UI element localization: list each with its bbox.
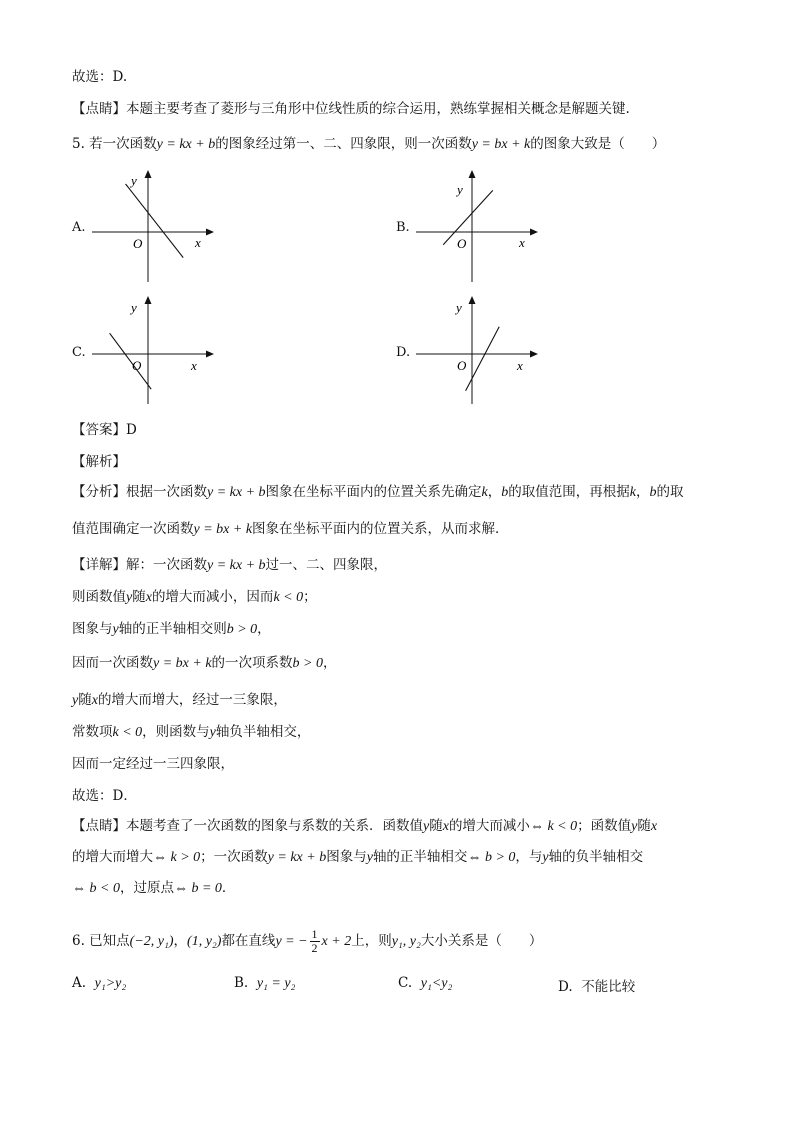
math-iff: ⇔ k > 0	[153, 850, 201, 865]
text: 的增大而增大，经过一三象限，	[97, 692, 287, 708]
math-vars: y₁, y₂	[391, 934, 421, 949]
q5-dianjing-line3	[72, 877, 732, 900]
q5-fenxi-line2	[72, 518, 732, 541]
math-ineq: k < 0	[112, 725, 143, 740]
text: 随	[637, 818, 651, 834]
text: ，	[173, 933, 188, 949]
q5-option-b-letter: B.	[396, 220, 410, 235]
math-var: b	[649, 485, 657, 500]
function-line	[443, 190, 493, 244]
text: 的增大而减小	[448, 818, 530, 834]
q5-analysis-label: 【解析】	[72, 454, 126, 470]
q5-answer	[72, 419, 732, 441]
text: ；	[303, 589, 317, 605]
math-var: x	[650, 819, 658, 834]
q6-option-c	[398, 975, 452, 992]
math-var: y	[209, 725, 216, 740]
option-text: y₁ = y₂	[256, 976, 296, 991]
q5-dianjing-line2	[72, 846, 732, 869]
q6-option-d	[558, 975, 635, 995]
option-letter: A.	[72, 975, 87, 991]
q5-stem-b: 的图象经过第一、二、四象限，则一次函数	[215, 136, 472, 152]
text: 6. 已知点	[72, 933, 130, 949]
text: ，	[635, 484, 650, 500]
text: ；一次函数	[200, 849, 268, 865]
option-letter: B.	[234, 975, 249, 991]
q5-step-7: 故选：D．	[72, 788, 137, 804]
math-var: y	[631, 819, 638, 834]
option-text: 不能比较	[581, 979, 636, 995]
q5-option-d-letter: D.	[396, 345, 411, 360]
option-letter: C.	[398, 975, 413, 991]
q6-options	[72, 975, 732, 999]
text: 轴的负半轴相交	[548, 849, 644, 865]
y-axis-label: y	[131, 300, 137, 315]
q6-option-b	[234, 975, 295, 992]
math-var: x	[91, 693, 98, 708]
q5-answer-label: 【答案】	[72, 422, 126, 438]
math-var: k	[481, 485, 488, 500]
q5-graph-c-svg	[88, 294, 218, 414]
text: 的一次项系数	[211, 655, 293, 671]
origin-label: O	[133, 236, 143, 251]
text: 轴的正半轴相交	[372, 849, 468, 865]
q5-dianjing-line1	[72, 815, 732, 838]
math-var: y	[366, 850, 373, 865]
fraction-denominator: 2	[311, 941, 318, 955]
text: 随	[429, 818, 443, 834]
option-letter: D.	[558, 979, 573, 995]
q5-func1: y = kx + b	[156, 137, 216, 152]
y-axis-arrow-icon	[145, 296, 152, 304]
text: 图象与	[72, 621, 113, 637]
text: 过一、二、四象限，	[265, 557, 388, 573]
option-text: y₁>y₂	[94, 976, 127, 991]
x-axis-label: x	[519, 235, 525, 250]
math-var: k	[629, 485, 636, 500]
math-ineq: b > 0	[292, 656, 323, 671]
prev-comment-text: 本题主要考查了菱形与三角形中位线性质的综合运用，熟练掌握相关概念是解题关键.	[126, 101, 630, 117]
origin-label: O	[457, 358, 467, 373]
fraction-one-half	[310, 928, 320, 955]
q5-detail-label: 【详解】	[72, 557, 126, 573]
q5-graph-a	[88, 168, 218, 288]
q5-answer-value: D	[126, 422, 137, 438]
math-iff: ⇔ b > 0	[467, 850, 516, 865]
y-axis-label: y	[457, 182, 463, 197]
x-axis-arrow-icon	[530, 229, 538, 236]
text: 轴的正半轴相交则	[118, 621, 227, 637]
math-point: (−2, y₁)	[129, 934, 174, 949]
math-var: y	[423, 819, 430, 834]
x-axis-arrow-icon	[206, 351, 214, 358]
math-func: x + 2	[321, 934, 352, 949]
x-axis-label: x	[517, 358, 523, 373]
y-axis-arrow-icon	[469, 170, 476, 178]
math-var: y	[126, 590, 133, 605]
y-axis-label: y	[456, 300, 462, 315]
q5-option-a-letter: A.	[72, 220, 86, 235]
text: ；函数值	[577, 818, 632, 834]
text: 随	[78, 692, 92, 708]
math-func: y = bx + k	[193, 522, 253, 537]
q5-step-5	[72, 721, 732, 744]
text: 根据一次函数	[126, 484, 207, 500]
text: 都在直线	[221, 933, 276, 949]
origin-label: O	[457, 236, 467, 251]
text: 图象在坐标平面内的位置关系先确定	[265, 484, 482, 500]
text: 大小关系是（ ）	[420, 933, 543, 949]
q5-stem	[72, 133, 732, 156]
math-func: y = bx + k	[153, 656, 212, 671]
math-var: x	[145, 590, 152, 605]
math-point: (1, y₂)	[187, 934, 222, 949]
q5-graph-d	[412, 294, 542, 414]
text: 常数项	[72, 724, 113, 740]
text: ，则函数与	[142, 724, 210, 740]
text: 本题考查了一次函数的图象与系数的关系．函数值	[126, 818, 423, 834]
q5-step-3	[72, 652, 732, 675]
q5-dianjing-label: 【点睛】	[72, 818, 126, 834]
q5-fenxi-label: 【分析】	[72, 484, 126, 500]
math-var: x	[442, 819, 449, 834]
text: ，	[487, 484, 502, 500]
text: 随	[132, 589, 146, 605]
q5-graph-b-svg	[412, 168, 542, 288]
text: 的取	[656, 484, 684, 500]
x-axis-label: x	[191, 358, 197, 373]
q6-option-a	[72, 975, 126, 992]
x-axis-arrow-icon	[206, 229, 214, 236]
math-func: y = kx + b	[207, 558, 266, 573]
q5-step-6: 因而一定经过一三四象限，	[72, 756, 234, 772]
y-axis-arrow-icon	[469, 296, 476, 304]
text: 的增大而减小，因而	[151, 589, 274, 605]
y-axis-arrow-icon	[145, 170, 152, 178]
function-line	[466, 327, 500, 391]
text: ，与	[515, 849, 543, 865]
q5-graph-c	[88, 294, 218, 414]
math-var: b	[501, 485, 509, 500]
q5-fenxi-line1	[72, 481, 732, 504]
origin-label: O	[132, 358, 142, 373]
math-ineq: k < 0	[273, 590, 304, 605]
math-func: y = kx + b	[267, 850, 327, 865]
q5-stem-c: 的图象大致是（ ）	[530, 136, 666, 152]
x-axis-label: x	[195, 235, 201, 250]
text: 解：一次函数	[126, 557, 207, 573]
text: 因而一次函数	[72, 655, 153, 671]
text: 则函数值	[72, 589, 126, 605]
text: ，	[257, 621, 271, 637]
math-iff: ⇔ k < 0	[529, 819, 578, 834]
q5-option-c-letter: C.	[72, 345, 86, 360]
q5-step-1	[72, 586, 732, 609]
text: 图象在坐标平面内的位置关系，从而求解．	[252, 521, 509, 537]
x-axis-arrow-icon	[530, 351, 538, 358]
text: 值范围确定一次函数	[72, 521, 194, 537]
text: ，	[323, 655, 337, 671]
prev-answer-line: 故选：D.	[72, 69, 128, 85]
prev-comment	[72, 98, 732, 120]
text: 的取值范围，再根据	[508, 484, 630, 500]
math-var: y	[542, 850, 549, 865]
q5-graph-a-svg	[88, 168, 218, 288]
q5-step-4	[72, 689, 732, 712]
prev-comment-label: 【点睛】	[72, 101, 126, 117]
text: 的增大而增大	[72, 849, 153, 865]
text: 上，则	[351, 933, 392, 949]
math-func: y = kx + b	[207, 485, 266, 500]
q5-func2: y = bx + k	[471, 137, 531, 152]
q6-stem	[72, 924, 732, 958]
text: ．	[221, 880, 236, 896]
q5-step-2	[72, 618, 732, 641]
text: 轴负半轴相交，	[215, 724, 311, 740]
q5-stem-a: 5. 若一次函数	[72, 136, 157, 152]
q5-graph-b	[412, 168, 542, 288]
function-line	[110, 333, 152, 389]
q5-graph-d-svg	[412, 294, 542, 414]
math-iff: ⇔ b = 0	[173, 881, 222, 896]
text: ，过原点	[119, 880, 174, 896]
q5-detail-line	[72, 554, 732, 577]
math-ineq: b > 0	[226, 622, 258, 637]
math-var: y	[72, 693, 79, 708]
math-var: y	[112, 622, 119, 637]
text: 图象与	[326, 849, 367, 865]
option-text: y₁<y₂	[420, 976, 453, 991]
fraction-numerator: 1	[311, 927, 318, 941]
math-func: y = −	[275, 934, 308, 949]
y-axis-label: y	[131, 173, 137, 188]
math-iff: ⇔ b < 0	[72, 881, 120, 896]
